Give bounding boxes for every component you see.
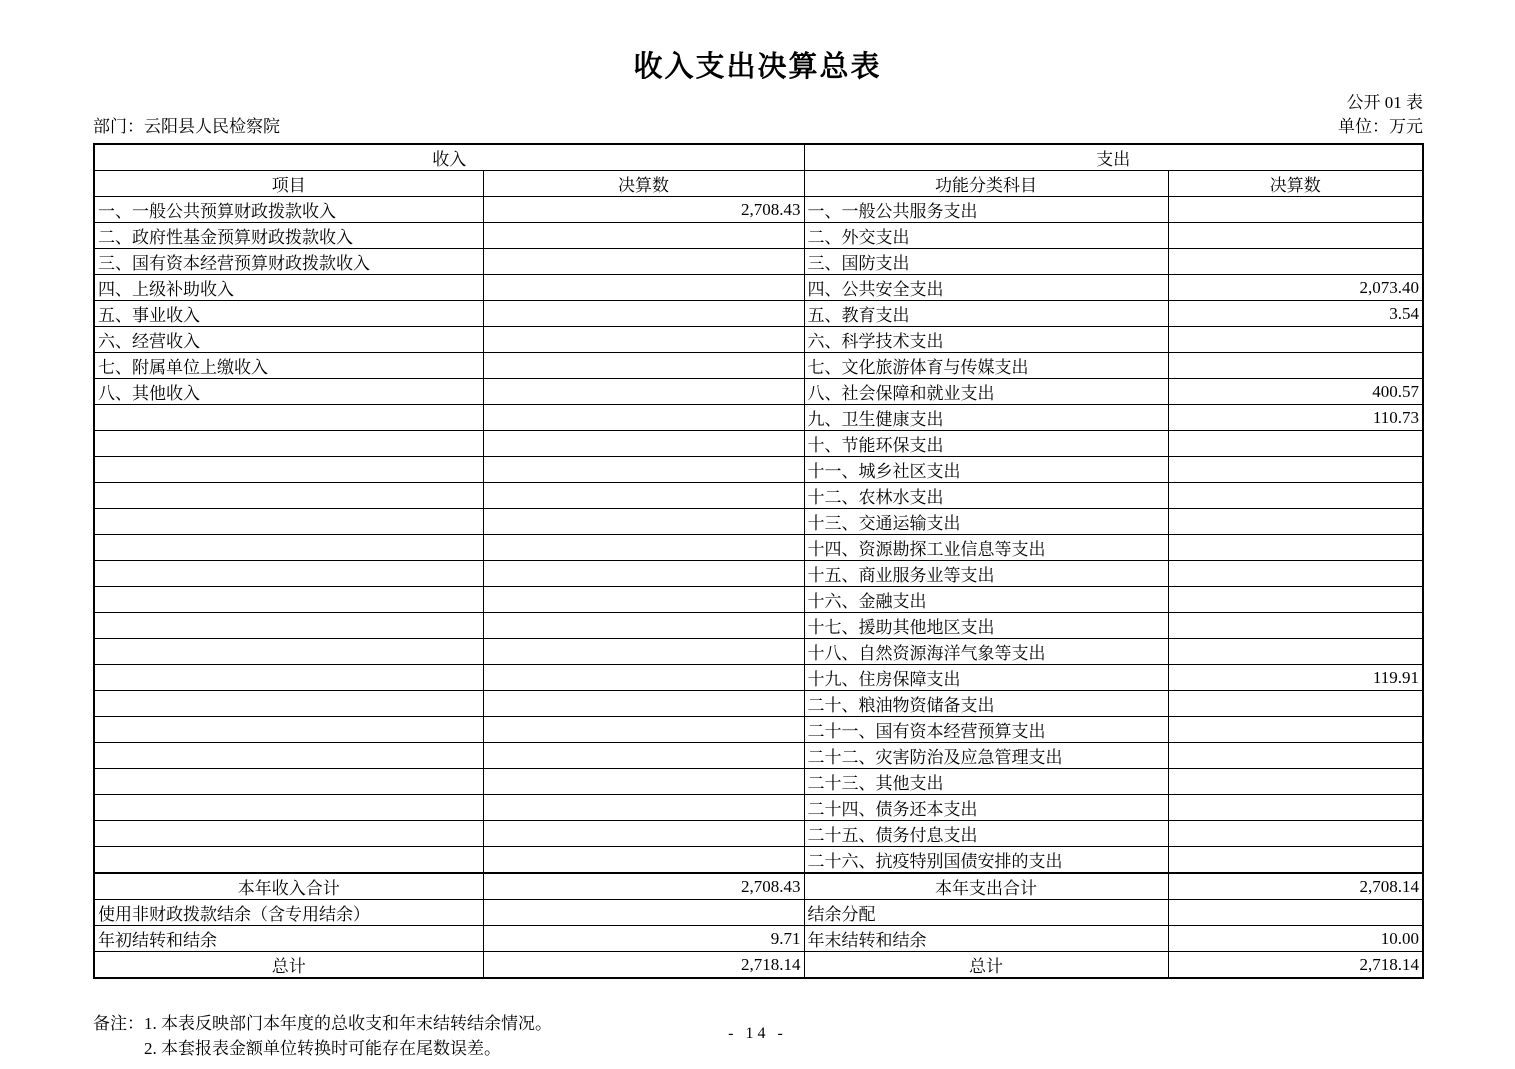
income-item-cell	[94, 795, 483, 821]
expense-value-cell: 2,708.14	[1168, 873, 1423, 900]
expense-value-cell	[1168, 327, 1423, 353]
expense-item-cell: 十九、住房保障支出	[804, 665, 1168, 691]
expense-item-cell: 总计	[804, 952, 1168, 979]
note-line-1: 1. 本表反映部门本年度的总收支和年末结转结余情况。	[144, 1014, 552, 1033]
expense-item-cell: 四、公共安全支出	[804, 275, 1168, 301]
income-item-cell: 五、事业收入	[94, 301, 483, 327]
income-value-cell	[483, 665, 804, 691]
expense-value-cell	[1168, 561, 1423, 587]
expense-item-cell: 二、外交支出	[804, 223, 1168, 249]
income-value-cell	[483, 457, 804, 483]
column-header-income-amount: 决算数	[483, 171, 804, 197]
expense-item-cell: 十二、农林水支出	[804, 483, 1168, 509]
meta-line	[0, 116, 1515, 138]
column-header-item: 项目	[94, 171, 483, 197]
income-value-cell	[483, 900, 804, 926]
column-header-function: 功能分类科目	[804, 171, 1168, 197]
expense-item-cell: 十八、自然资源海洋气象等支出	[804, 639, 1168, 665]
expense-value-cell: 3.54	[1168, 301, 1423, 327]
expense-item-cell: 十四、资源勘探工业信息等支出	[804, 535, 1168, 561]
summary-row	[94, 900, 1423, 926]
income-item-cell	[94, 509, 483, 535]
expense-item-cell: 年末结转和结余	[804, 926, 1168, 952]
income-item-cell: 年初结转和结余	[94, 926, 483, 952]
income-value-cell	[483, 223, 804, 249]
income-item-cell	[94, 691, 483, 717]
expense-value-cell: 2,718.14	[1168, 952, 1423, 979]
income-item-cell	[94, 665, 483, 691]
income-item-cell: 三、国有资本经营预算财政拨款收入	[94, 249, 483, 275]
expense-item-cell: 十六、金融支出	[804, 587, 1168, 613]
section-header-row	[94, 144, 1423, 171]
column-header-expense-amount: 决算数	[1168, 171, 1423, 197]
table-row	[94, 535, 1423, 561]
income-value-cell	[483, 249, 804, 275]
income-item-cell: 一、一般公共预算财政拨款收入	[94, 197, 483, 223]
expense-value-cell	[1168, 691, 1423, 717]
table-row	[94, 483, 1423, 509]
income-section-header: 收入	[94, 144, 804, 171]
expense-value-cell	[1168, 769, 1423, 795]
expense-value-cell	[1168, 717, 1423, 743]
summary-table	[93, 143, 1424, 979]
table-row	[94, 795, 1423, 821]
unit-label: 单位：万元	[1338, 117, 1423, 136]
expense-value-cell	[1168, 353, 1423, 379]
expense-item-cell: 五、教育支出	[804, 301, 1168, 327]
table-row	[94, 691, 1423, 717]
table-row	[94, 197, 1423, 223]
table-row	[94, 379, 1423, 405]
expense-item-cell: 十五、商业服务业等支出	[804, 561, 1168, 587]
income-item-cell: 六、经营收入	[94, 327, 483, 353]
income-value-cell	[483, 509, 804, 535]
income-value-cell	[483, 431, 804, 457]
expense-item-cell: 二十四、债务还本支出	[804, 795, 1168, 821]
income-item-cell	[94, 717, 483, 743]
expense-value-cell	[1168, 639, 1423, 665]
table-row	[94, 249, 1423, 275]
income-value-cell	[483, 405, 804, 431]
table-row	[94, 665, 1423, 691]
income-value-cell	[483, 301, 804, 327]
income-value-cell: 2,708.43	[483, 197, 804, 223]
expense-item-cell: 二十五、债务付息支出	[804, 821, 1168, 847]
expense-value-cell	[1168, 613, 1423, 639]
income-value-cell	[483, 743, 804, 769]
expense-value-cell	[1168, 743, 1423, 769]
table-row	[94, 457, 1423, 483]
income-item-cell	[94, 483, 483, 509]
income-value-cell: 2,708.43	[483, 873, 804, 900]
summary-row	[94, 873, 1423, 900]
table-row	[94, 223, 1423, 249]
income-value-cell	[483, 639, 804, 665]
expense-section-header: 支出	[804, 144, 1423, 171]
expense-value-cell: 10.00	[1168, 926, 1423, 952]
income-item-cell: 八、其他收入	[94, 379, 483, 405]
income-value-cell	[483, 275, 804, 301]
expense-item-cell: 本年支出合计	[804, 873, 1168, 900]
income-value-cell	[483, 353, 804, 379]
expense-value-cell	[1168, 249, 1423, 275]
notes-label: 备注：	[93, 1014, 144, 1033]
table-row	[94, 847, 1423, 874]
income-item-cell	[94, 535, 483, 561]
expense-item-cell: 十、节能环保支出	[804, 431, 1168, 457]
income-item-cell: 四、上级补助收入	[94, 275, 483, 301]
expense-item-cell: 十一、城乡社区支出	[804, 457, 1168, 483]
expense-item-cell: 二十三、其他支出	[804, 769, 1168, 795]
department-label: 部门：云阳县人民检察院	[93, 117, 280, 136]
expense-value-cell	[1168, 900, 1423, 926]
expense-item-cell: 十七、援助其他地区支出	[804, 613, 1168, 639]
income-item-cell	[94, 743, 483, 769]
expense-item-cell: 七、文化旅游体育与传媒支出	[804, 353, 1168, 379]
expense-value-cell	[1168, 431, 1423, 457]
income-item-cell: 二、政府性基金预算财政拨款收入	[94, 223, 483, 249]
page-title: 收入支出决算总表	[633, 51, 882, 83]
table-row	[94, 587, 1423, 613]
income-item-cell	[94, 405, 483, 431]
table-row	[94, 769, 1423, 795]
expense-item-cell: 结余分配	[804, 900, 1168, 926]
expense-item-cell: 一、一般公共服务支出	[804, 197, 1168, 223]
table-row	[94, 301, 1423, 327]
table-code-label: 公开 01 表	[1346, 93, 1423, 112]
table-row	[94, 561, 1423, 587]
expense-value-cell	[1168, 457, 1423, 483]
income-item-cell: 总计	[94, 952, 483, 979]
income-value-cell	[483, 613, 804, 639]
page-number: - 14 -	[728, 1025, 787, 1042]
summary-row	[94, 952, 1423, 979]
expense-value-cell	[1168, 795, 1423, 821]
expense-value-cell	[1168, 587, 1423, 613]
expense-value-cell: 119.91	[1168, 665, 1423, 691]
expense-item-cell: 二十、粮油物资储备支出	[804, 691, 1168, 717]
income-item-cell	[94, 821, 483, 847]
table-row	[94, 353, 1423, 379]
income-value-cell	[483, 691, 804, 717]
table-row	[94, 431, 1423, 457]
table-row	[94, 639, 1423, 665]
expense-item-cell: 六、科学技术支出	[804, 327, 1168, 353]
expense-item-cell: 二十六、抗疫特别国债安排的支出	[804, 847, 1168, 874]
expense-item-cell: 二十一、国有资本经营预算支出	[804, 717, 1168, 743]
income-value-cell	[483, 847, 804, 874]
summary-row	[94, 926, 1423, 952]
income-item-cell	[94, 431, 483, 457]
table-body	[94, 144, 1423, 978]
table-row	[94, 717, 1423, 743]
expense-item-cell: 二十二、灾害防治及应急管理支出	[804, 743, 1168, 769]
table-row	[94, 821, 1423, 847]
income-item-cell: 七、附属单位上缴收入	[94, 353, 483, 379]
table-row	[94, 327, 1423, 353]
column-header-row	[94, 171, 1423, 197]
income-value-cell	[483, 795, 804, 821]
expense-value-cell	[1168, 223, 1423, 249]
table-row	[94, 743, 1423, 769]
income-value-cell	[483, 587, 804, 613]
income-item-cell	[94, 639, 483, 665]
table-row	[94, 275, 1423, 301]
income-value-cell	[483, 561, 804, 587]
expense-item-cell: 三、国防支出	[804, 249, 1168, 275]
table-row	[94, 509, 1423, 535]
table-row	[94, 405, 1423, 431]
income-item-cell: 使用非财政拨款结余（含专用结余）	[94, 900, 483, 926]
expense-item-cell: 九、卫生健康支出	[804, 405, 1168, 431]
table-row	[94, 613, 1423, 639]
income-item-cell	[94, 457, 483, 483]
income-value-cell	[483, 379, 804, 405]
income-value-cell	[483, 769, 804, 795]
expense-value-cell	[1168, 821, 1423, 847]
income-item-cell	[94, 561, 483, 587]
expense-value-cell: 2,073.40	[1168, 275, 1423, 301]
note-line-2: 2. 本套报表金额单位转换时可能存在尾数误差。	[144, 1039, 501, 1058]
income-value-cell	[483, 717, 804, 743]
income-value-cell: 2,718.14	[483, 952, 804, 979]
expense-value-cell	[1168, 847, 1423, 874]
expense-value-cell	[1168, 197, 1423, 223]
income-value-cell	[483, 483, 804, 509]
income-item-cell: 本年收入合计	[94, 873, 483, 900]
expense-value-cell	[1168, 509, 1423, 535]
expense-item-cell: 十三、交通运输支出	[804, 509, 1168, 535]
income-item-cell	[94, 613, 483, 639]
income-value-cell	[483, 535, 804, 561]
expense-value-cell: 400.57	[1168, 379, 1423, 405]
expense-value-cell: 110.73	[1168, 405, 1423, 431]
expense-item-cell: 八、社会保障和就业支出	[804, 379, 1168, 405]
income-value-cell: 9.71	[483, 926, 804, 952]
income-item-cell	[94, 587, 483, 613]
income-item-cell	[94, 769, 483, 795]
income-item-cell	[94, 847, 483, 874]
expense-value-cell	[1168, 483, 1423, 509]
income-value-cell	[483, 327, 804, 353]
expense-value-cell	[1168, 535, 1423, 561]
income-value-cell	[483, 821, 804, 847]
